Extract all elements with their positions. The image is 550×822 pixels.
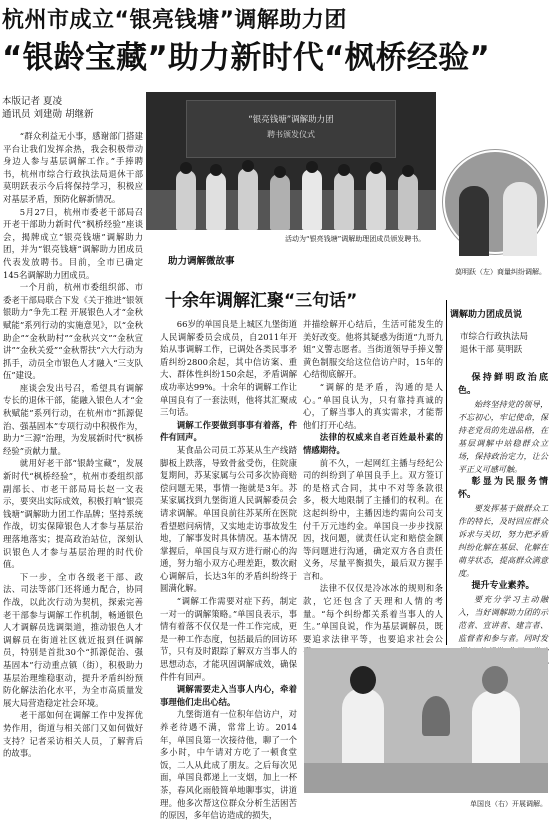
person-figure — [503, 182, 537, 256]
paragraph: “群众利益无小事，感谢部门搭建平台让我们发挥余热，我会积极带动身边人参与基层调解工作。”手捧聘书，杭州市综合行政执法局退休干部莫明跃表示今后将保持学习，积极应对基层矛盾，预防化解新情况。 — [3, 131, 143, 204]
sidebar-point-text: 要发挥基于做群众工作的特长，及时回应群众诉求与关切，努力把矛盾纠纷化解在基层、化解在萌芽状态，提高群众满意度。 — [458, 504, 548, 578]
article-column-1 — [3, 130, 143, 817]
bottom-photo-caption: 单国良（右）开展调解。 — [470, 800, 547, 808]
paragraph: 并描绘解开心结后，生活可能发生的美好改变。他将其疑惑为街道“九哥九姐”义警志愿者。当街道领导手捧义警黄色制服交给这位信访户时，15年的心结彻底解开。 — [303, 319, 443, 380]
person-figure — [176, 170, 196, 230]
ceremony-photo — [146, 92, 436, 230]
speaker-org: 市综合行政执法局 — [460, 332, 529, 342]
paragraph: 前不久，一起网红主播与经纪公司的纠纷到了单国良手上。双方签订的是格式合同，其中不对等条款很多，极大地限制了主播们的权利。在这起纠纷中，主播因违约需向公司支付千万元违约金。单国良一步步找原因，找问题，就责任认定和赔偿金额等问题进行沟通，确定双方各自责任义务，尽量平衡损失，最后双方握手言和。 — [303, 457, 443, 581]
speaker-name: 退休干部 莫明跃 — [460, 345, 523, 355]
sidebar-point-text: 始终坚持党的领导，不忘初心，牢记使命，保持老党员的先进品格，在基层调解中站稳群众立场，保持政治定力，让公平正义可感可触。 — [458, 400, 548, 474]
person-head — [306, 161, 318, 173]
person-figure — [302, 169, 322, 230]
sidebar-point-heading: 彰显为民服务情怀。 — [458, 477, 548, 500]
person-head — [338, 164, 350, 176]
person-head — [274, 166, 286, 178]
mediation-photo — [443, 150, 547, 254]
paragraph: “调解的是矛盾，沟通的是人心。”单国良认为，只有靠持真诚的心，了解当事人的真实需求，才能帮他们打开心结。 — [303, 381, 443, 430]
person-figure — [459, 186, 489, 256]
circle-photo-caption: 莫明跃（左）商量纠纷调解。 — [455, 268, 546, 276]
person-head — [180, 162, 192, 174]
byline-correspondents: 通讯员 刘建勋 胡继新 — [2, 109, 94, 120]
main-headline: “银龄宝藏”助力新时代“枫桥经验” — [2, 40, 490, 76]
person-head — [350, 666, 376, 694]
screen-title: “银亮钱塘”调解助力团 — [248, 115, 334, 125]
paragraph-heading: 调解工作要做到事事有着落，件件有回声。 — [160, 419, 297, 443]
article-column-2 — [160, 318, 297, 821]
paragraph: 66岁的单国良是上城区九堡街道人民调解委员会成员，自2011年开始从事调解工作，已调处各类民事矛盾纠纷2800余起，其中信访案、重大、群体性纠纷150余起，矛盾调解成功率达99%。十余年的调解工作让单国良有了一套法则，他将其汇聚成三句话。 — [160, 319, 297, 418]
sidebar-divider — [446, 300, 447, 645]
flower-vase — [422, 696, 450, 736]
mediation-session-photo — [304, 648, 548, 793]
section-title: 十余年调解汇聚“三句话” — [165, 291, 358, 311]
person-figure — [334, 172, 354, 230]
kicker-headline: 杭州市成立“银亮钱塘”调解助力团 — [2, 8, 347, 33]
paragraph: 一个月前，杭州市委组织部、市委老干部局联合下发《关于推进“银领银助力”争先工程 开展银色人才“金秋赋能”系列行动的实施意见》，以“金秋助企”“金秋助村”“金秋兴文”“金秋宣讲”“金秋关爱”“金秋帮扶”六大行动为抓手，动员全市银色人才融入“三支队伍”建设。 — [3, 282, 143, 381]
sidebar-title: 调解助力团成员说 — [450, 310, 523, 320]
paragraph: 5月27日，杭州市委老干部局召开老干部助力新时代“枫桥经验”座谈会，揭牌成立“银亮钱塘”调解助力团，并为“银亮钱塘”调解助力团成员代表发放聘书。目前，全市已确定145名调解助力团成员。 — [3, 206, 143, 280]
person-head — [402, 165, 414, 177]
person-figure — [270, 174, 290, 230]
person-head — [242, 160, 254, 172]
byline — [2, 95, 94, 121]
paragraph: 下一步，全市各级老干部、政法、司法等部门还将通力配合，协同作战，以此次行动为契机，探索完善老干部参与调解工作机制，畅通银色人才调解员选调渠道，推动银色人才调解员在街道社区就近报到任调解员，特别是首批30个“抓源促治、强基固本”行动重点镇（街），积极助力基层治理维稳驱动，提升矛盾纠纷预防化解法治化水平，为全市高质量发展大局营造稳定社会环境。 — [3, 571, 143, 708]
person-figure — [366, 170, 386, 230]
paragraph: 座谈会发出号召，希望具有调解专长的退休干部，能融入银色人才“金秋赋能”系列行动，在杭州市“抓源促治、强基固本”专项行动中积极作为，助力“三源”治理，为发展新时代“枫桥经验”贡献力量。 — [3, 382, 143, 456]
screen-subtitle: 聘书颁发仪式 — [267, 130, 315, 139]
person-head — [370, 162, 382, 174]
section-kicker: 助力调解微故事 — [168, 256, 235, 267]
person-figure — [206, 172, 226, 230]
article-column-3 — [303, 318, 443, 644]
sidebar-speaker — [460, 331, 528, 357]
stage-screen — [186, 100, 396, 158]
main-photo-caption: 活动为“银亮钱塘”调解助理团成员颁发聘书。 — [285, 235, 426, 243]
person-figure — [472, 690, 520, 763]
person-head — [482, 666, 508, 694]
paragraph: 某食品公司员工苏某从生产线踏脚板上跌落，导致骨盆受伤，住院康复期间，苏某家属与公司多次协商赔偿问题无果，事情一拖就是3年。苏某家属找到九堡街道人民调解委员会请求调解。单国良前往苏某所在医院看望慰问病情，又实地走访事故发生地，了解事发时具体情况。基本情况掌握后，单国良与双方进行耐心的沟通，努力缩小双方心理差距，数次耐心调解后，长达3年的矛盾纠纷终于圆满化解。 — [160, 444, 297, 594]
person-head — [210, 164, 222, 176]
paragraph-heading: 法律的权威来自老百姓最朴素的情感期待。 — [303, 432, 443, 455]
byline-reporter: 本版记者 夏凌 — [2, 96, 63, 107]
paragraph: 就用好老干部“银龄宝藏”，发展新时代“枫桥经验”，杭州市委组织部副部长、市老干部局局长赵一文表示，要突出实际成效，积极打响“银亮钱塘”调解助力团工作品牌；坚持系统作战，切实保障银色人才参与基层治理落地落实；提高政治站位，深刻认识银色人才参与基层治理的时代价值。 — [3, 458, 143, 570]
paragraph: 九堡街道有一位积年信访户，对养老待遇不满，常常上访。2014年，单国良第一次接待他，聊了一个多小时，中午请对方吃了一顿食堂饭，二人从此成了朋友。之后每次见面，单国良都递上一支烟，加上一杯茶，春风化雨般简单地聊事实，讲道理。他多次帮这位群众分析生活困苦的原因，多年信访造成的损失， — [160, 709, 297, 821]
table — [304, 763, 548, 793]
paragraph-heading: 调解需要走入当事人内心，牵着事理他们走出心结。 — [160, 684, 297, 707]
person-figure — [238, 168, 258, 230]
paragraph: “调解工作需要对症下药，制定一对一的调解策略。”单国良表示，事情有着落不仅仅是一件工作完成，更是一种工作态度，包括最后的回访环节，只有及时跟踪了解双方当事人的思想动态，才能巩固调解成效，确保件件有回声。 — [160, 596, 297, 682]
person-figure — [398, 173, 418, 230]
sidebar-point-heading: 提升专业素养。 — [471, 581, 535, 591]
person-figure — [342, 688, 384, 763]
sidebar-point-text: 要充分学习主动融入，当好调解助力团的示范者、宣讲者、建言者、监督者和参与者。同时发 — [458, 595, 548, 643]
paragraph: 法律不仅仅是冷冰冰的规则和条款，它还包含了天理和人情的考量。“每个纠纷都关系着当事人的人生。”单国良说，作为基层调解员，既要追求法律平等，也要追求社会公 — [303, 583, 443, 644]
paragraph: 老干部如何在调解工作中发挥优势作用，街道与相关部门又如何做好支持？记者采访相关人员，了解背后的故事。 — [3, 710, 143, 759]
sidebar-body — [458, 372, 548, 684]
sidebar-point-heading: 保持鲜明政治底色。 — [458, 373, 548, 396]
